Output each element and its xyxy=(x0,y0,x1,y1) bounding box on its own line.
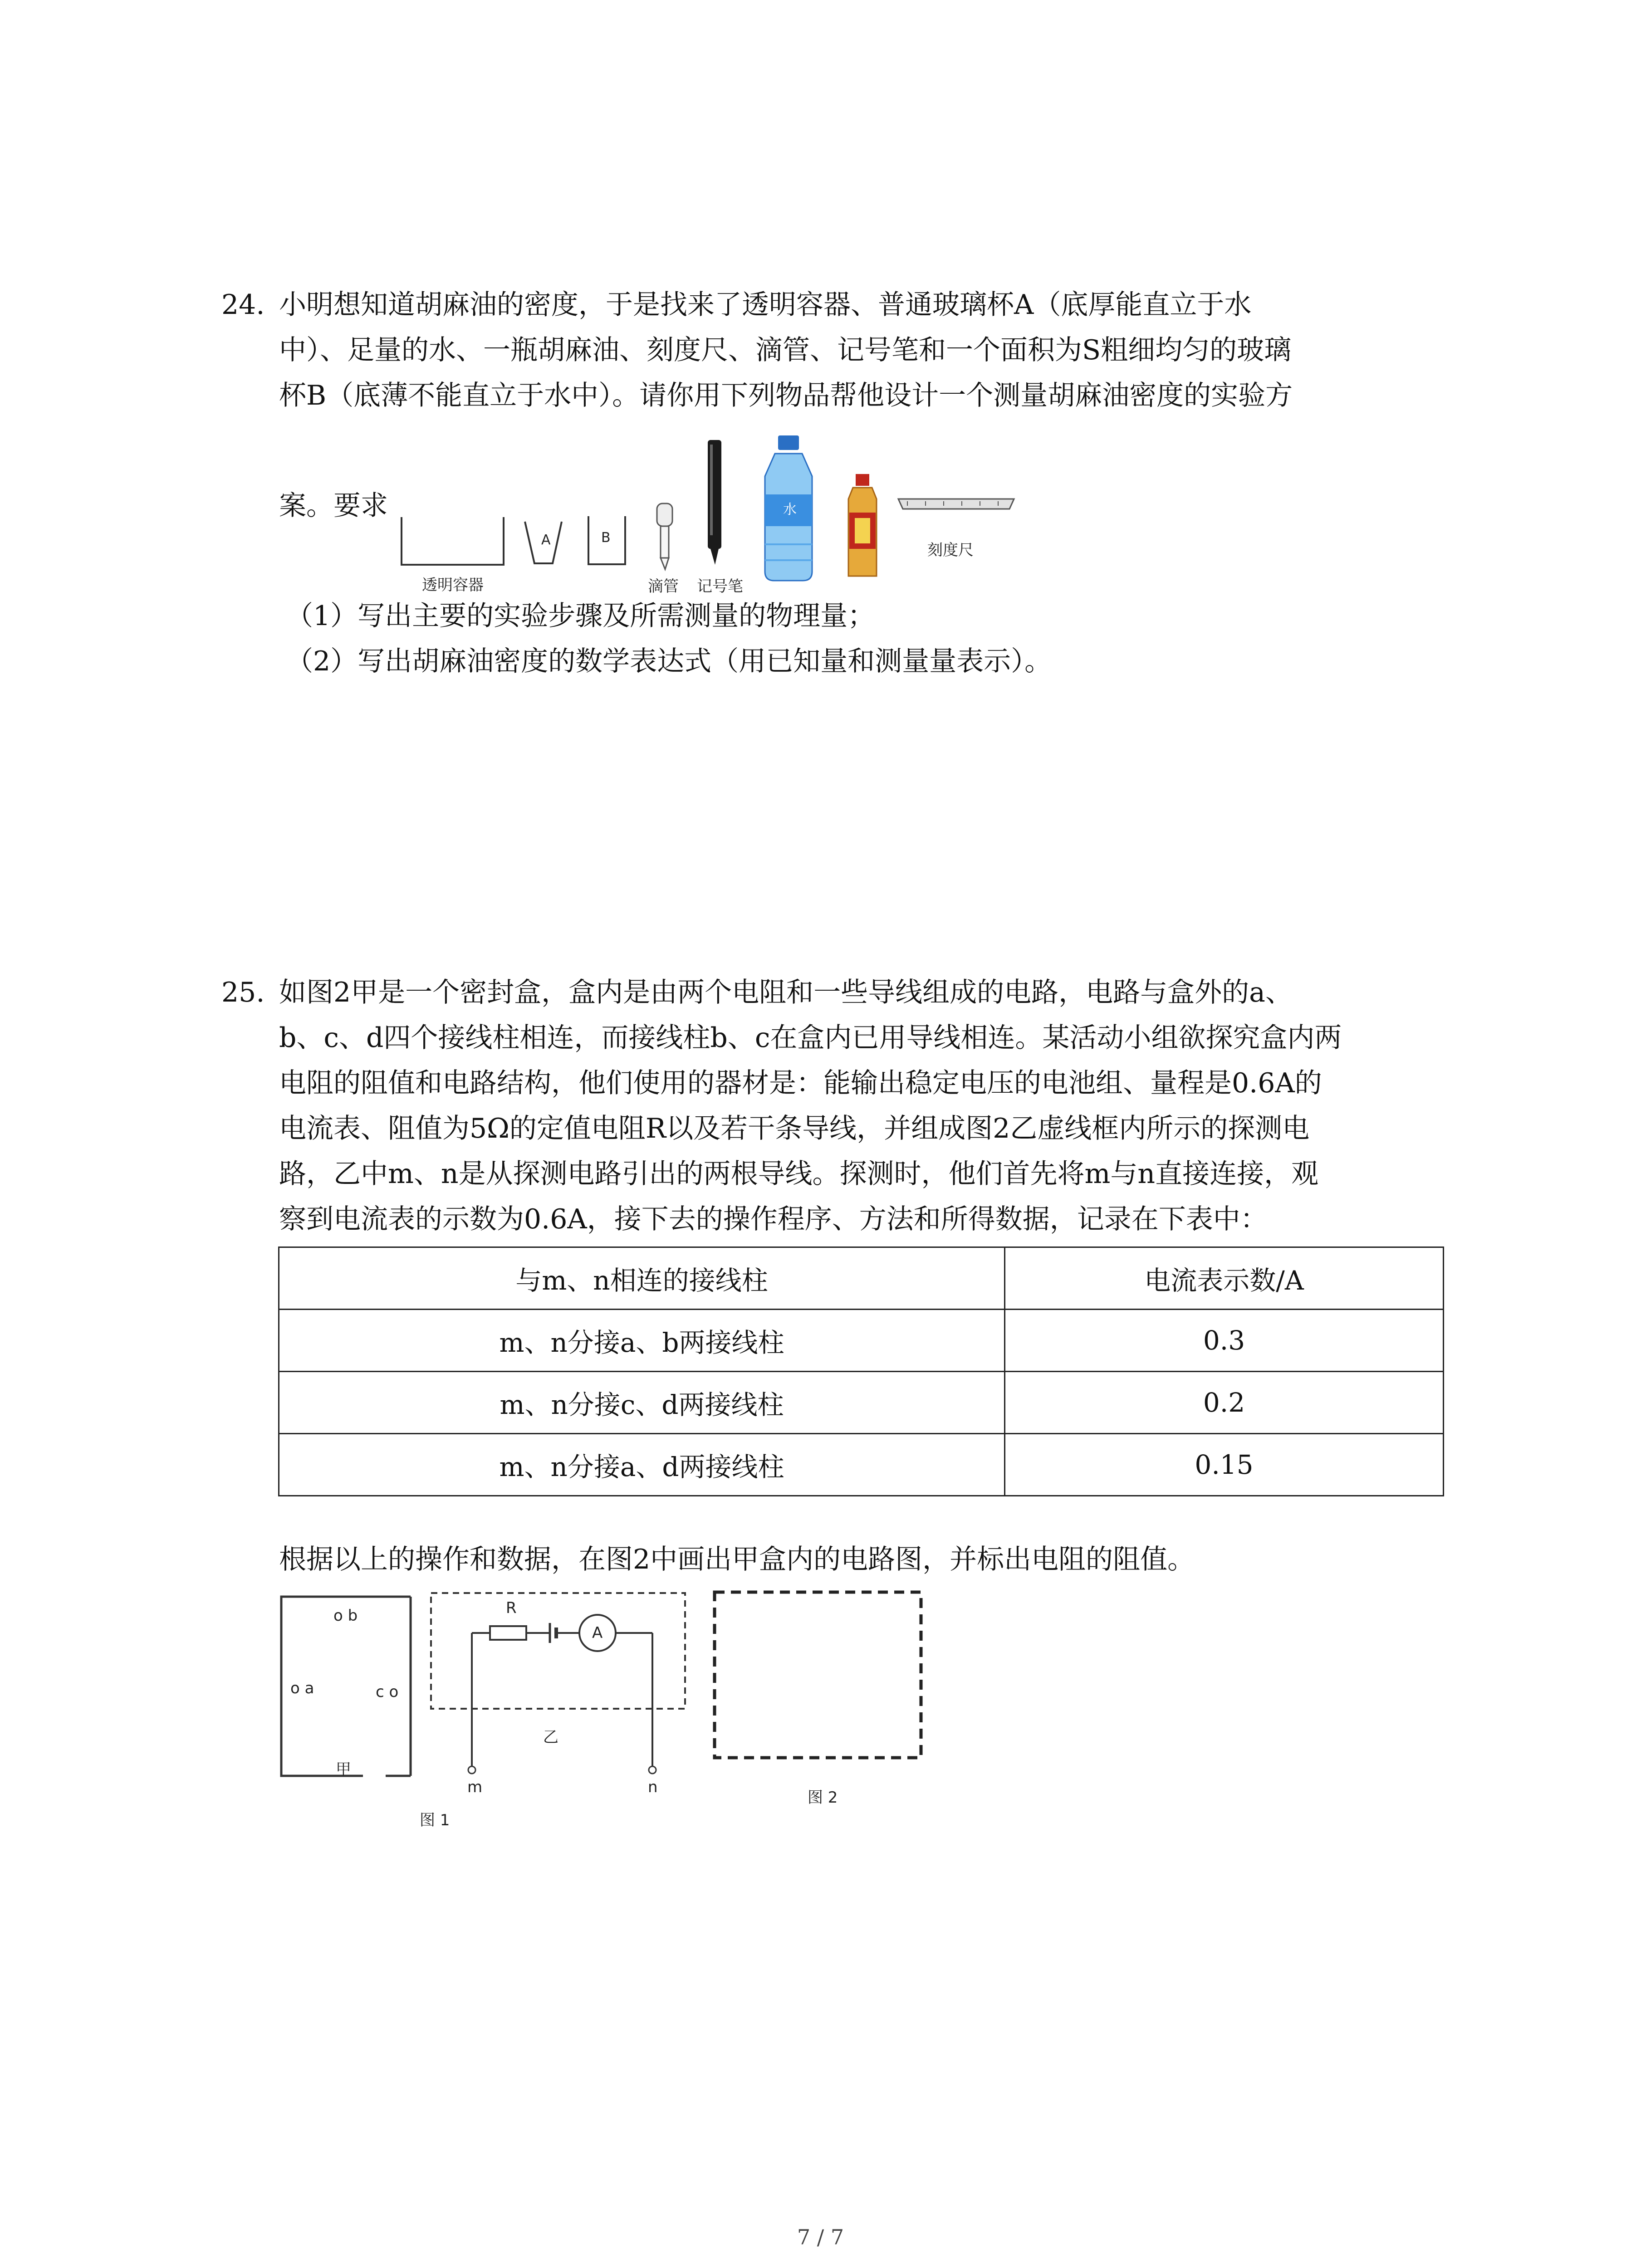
q24-number: 24. xyxy=(221,289,265,321)
lead-m-label: m xyxy=(467,1778,483,1796)
q24-line-4: 案。要求 xyxy=(279,490,388,522)
figure-2-caption: 图 2 xyxy=(808,1789,838,1807)
q25-line-4: 电流表、阻值为5Ω的定值电阻R以及若干条导线，并组成图2乙虚线框内所示的探测电 xyxy=(279,1113,1310,1144)
q25-line-6: 察到电流表的示数为0.6A，接下去的操作程序、方法和所得数据，记录在下表中： xyxy=(279,1203,1268,1235)
q24-line-1: 小明想知道胡麻油的密度，于是找来了透明容器、普通玻璃杯A（底厚能直立于水 xyxy=(279,289,1252,321)
q25-line-3: 电阻的阻值和电路结构，他们使用的器材是：能输出稳定电压的电池组、量程是0.6A的 xyxy=(279,1067,1322,1099)
dropper-icon xyxy=(657,503,672,569)
detector-circuit xyxy=(468,1615,656,1774)
table-row xyxy=(279,1372,1444,1434)
water-label: 水 xyxy=(783,502,797,518)
box-jia-label: 甲 xyxy=(336,1760,351,1779)
figure-1-caption: 图 1 xyxy=(420,1811,450,1829)
table-cell: 0.15 xyxy=(1005,1434,1444,1496)
table-cell: m、n分接a、b两接线柱 xyxy=(279,1310,1005,1372)
answer-dashed-box xyxy=(715,1592,921,1758)
table-header-current: 电流表示数/A xyxy=(1005,1247,1444,1310)
marker-pen-icon xyxy=(708,440,721,565)
cup-b-label: B xyxy=(601,530,611,546)
data-table xyxy=(278,1246,1444,1496)
table-row xyxy=(279,1310,1444,1372)
terminal-c: c o xyxy=(376,1683,399,1701)
dropper-label: 滴管 xyxy=(648,577,679,596)
detector-dashed-box xyxy=(431,1593,685,1709)
page-number: 7 / 7 xyxy=(797,2225,844,2249)
table-row xyxy=(279,1434,1444,1496)
cup-a-label: A xyxy=(541,532,551,548)
lead-m-terminal xyxy=(468,1766,475,1774)
q24-item-2: （2）写出胡麻油密度的数学表达式（用已知量和测量量表示）。 xyxy=(286,645,1052,677)
q25-after-text: 根据以上的操作和数据，在图2中画出甲盒内的电路图，并标出电阻的阻值。 xyxy=(279,1544,1195,1575)
q25-line-1: 如图2甲是一个密封盒，盒内是由两个电阻和一些导线组成的电路，电路与盒外的a、 xyxy=(279,977,1293,1008)
box-yi-label: 乙 xyxy=(543,1728,558,1746)
transparent-container-icon xyxy=(402,517,504,565)
resistor-icon xyxy=(490,1626,526,1640)
resistor-label: R xyxy=(506,1599,517,1617)
q24-line-2: 中）、足量的水、一瓶胡麻油、刻度尺、滴管、记号笔和一个面积为S粗细均匀的玻璃 xyxy=(279,334,1292,366)
terminal-a: o a xyxy=(290,1679,314,1697)
q24-line-3: 杯B（底薄不能直立于水中）。请你用下列物品帮他设计一个测量胡麻油密度的实验方 xyxy=(279,380,1293,411)
table-header-row xyxy=(279,1247,1444,1310)
lead-n-terminal xyxy=(649,1766,656,1774)
table-header-terminals: 与m、n相连的接线柱 xyxy=(279,1247,1005,1310)
transparent-container-label: 透明容器 xyxy=(422,576,484,594)
lead-n-label: n xyxy=(648,1778,658,1796)
ruler-label: 刻度尺 xyxy=(927,541,974,559)
oil-bottle-icon xyxy=(848,474,877,576)
ammeter-label: A xyxy=(592,1624,603,1642)
q24-item-1: （1）写出主要的实验步骤及所需测量的物理量； xyxy=(286,600,875,632)
q25-line-5: 路，乙中m、n是从探测电路引出的两根导线。探测时，他们首先将m与n直接连接，观 xyxy=(279,1158,1319,1190)
table-cell: 0.3 xyxy=(1005,1310,1444,1372)
q25-line-2: b、c、d四个接线柱相连，而接线柱b、c在盒内已用导线相连。某活动小组欲探究盒内两 xyxy=(279,1022,1342,1054)
marker-pen-label: 记号笔 xyxy=(697,577,743,596)
table-cell: 0.2 xyxy=(1005,1372,1444,1434)
table-cell: m、n分接c、d两接线柱 xyxy=(279,1372,1005,1434)
terminal-b: o b xyxy=(333,1607,358,1625)
ruler-icon xyxy=(898,499,1014,509)
q25-number: 25. xyxy=(221,977,265,1008)
table-cell: m、n分接a、d两接线柱 xyxy=(279,1434,1005,1496)
